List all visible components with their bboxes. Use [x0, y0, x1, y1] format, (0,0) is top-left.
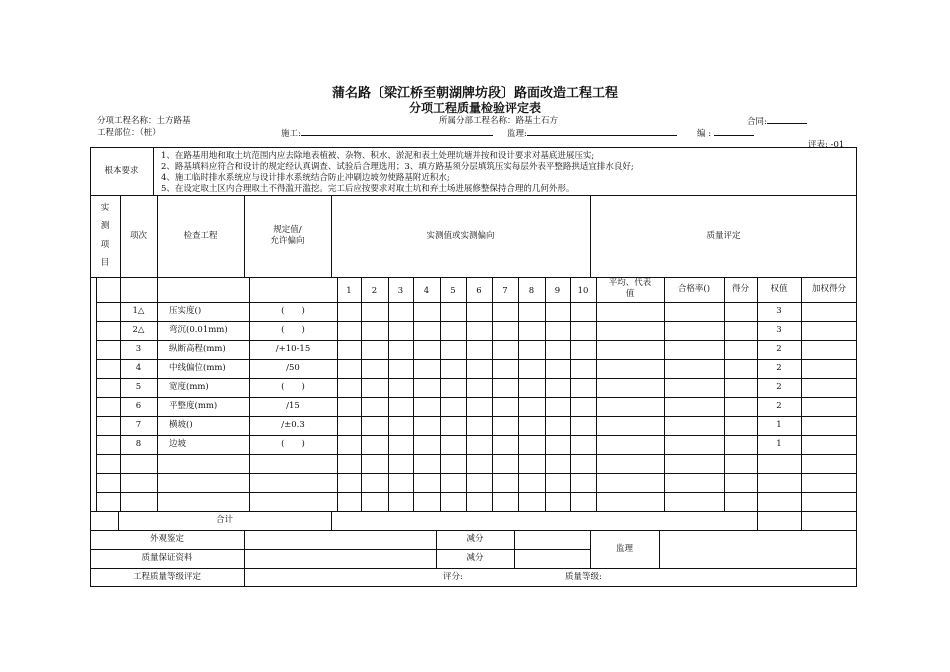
grade-field-label: 质量等级: [565, 572, 602, 582]
total-label: 合计 [215, 515, 233, 525]
supervision-cell-label: 监理 [615, 543, 633, 554]
spec-value: /±0.3 [281, 420, 305, 430]
measured-col-8: 8 [528, 286, 535, 296]
score-header: 得分 [731, 284, 749, 294]
title-line-1: 蒲名路〔梁江桥至朝湖牌坊段〕路面改造工程工程 [331, 86, 618, 101]
spec-value: ( ) [281, 306, 305, 316]
table-rule [96, 454, 857, 455]
left-inner-rule [96, 277, 97, 511]
contract-label: 合同: [747, 117, 767, 127]
measured-col-4: 4 [423, 286, 430, 296]
row-number: 7 [135, 420, 142, 430]
table-rule [466, 277, 467, 511]
row-number: 5 [135, 382, 142, 392]
measured-col-3: 3 [397, 286, 404, 296]
measured-item-char: 目 [100, 258, 110, 269]
form-number: 评表: -01 [808, 140, 845, 150]
table-rule [331, 511, 332, 530]
requirement-line: 2、路基填料应符合和设计的规定经认真调查、试验后合理选用；3、填方路基须分层填筑压实每层外表平整路拱适宜排水良好; [161, 162, 634, 172]
check-item-name: 弯沉(0.01mm) [169, 325, 228, 335]
spec-value: /+10-15 [275, 344, 311, 354]
table-rule [96, 492, 857, 493]
measured-col-6: 6 [476, 286, 482, 296]
measured-col-2: 2 [371, 286, 378, 296]
table-rule [757, 511, 758, 530]
sub-item-name: 分项工程名称：土方路基 [97, 116, 191, 126]
spec-value: /50 [286, 363, 300, 373]
item-no-header: 项次 [129, 230, 147, 241]
pass-rate-header: 合格率() [677, 284, 711, 294]
table-rule [492, 277, 493, 511]
quality-docs-deduct-label: 减分 [466, 553, 484, 563]
table-rule [801, 277, 802, 511]
table-rule [153, 147, 154, 195]
table-rule [664, 277, 665, 511]
table-rule [440, 277, 441, 511]
measured-col-9: 9 [554, 286, 561, 296]
measured-col-7: 7 [502, 286, 508, 296]
measured-values-header: 实测值或实测偏向 [426, 230, 495, 241]
measured-item-char: 测 [100, 221, 110, 232]
weight-value: 2 [776, 401, 782, 411]
table-rule [413, 277, 414, 511]
table-rule [518, 277, 519, 511]
measured-item-char: 实 [100, 202, 110, 213]
row-number: 4 [135, 363, 142, 373]
quality-eval-header: 质量评定 [706, 230, 741, 241]
requirement-line: 5、在设定取土区内合理取土不得滥开滥挖。完工后应按要求对取土坑和弃土场进展修整保持合理的几何外形。 [161, 184, 575, 194]
contract-field [747, 114, 807, 127]
measured-col-10: 10 [577, 286, 589, 296]
measured-item-char: 项 [100, 239, 110, 250]
check-item-name: 纵断高程(mm) [169, 344, 226, 354]
spec-value-header: 规定值/ 允许偏向 [270, 225, 305, 246]
spec-value: /15 [286, 401, 300, 411]
check-item-name: 宽度(mm) [169, 382, 209, 392]
spec-value: ( ) [281, 439, 305, 449]
supervision-label: 监理: [507, 129, 527, 139]
weight-value: 1 [776, 420, 782, 430]
weight-value: 2 [776, 382, 782, 392]
table-rule [659, 530, 660, 568]
weighted-score-header: 加权得分 [811, 284, 846, 294]
check-item-name: 横坡() [169, 420, 193, 430]
project-part: 工程部位：（桩） [97, 128, 161, 138]
table-rule [801, 511, 802, 530]
check-item-name: 边坡 [169, 439, 187, 449]
weight-value: 2 [776, 344, 782, 354]
avg-value-header: 平均、代表 值 [608, 278, 652, 299]
weight-value: 3 [776, 325, 782, 335]
appearance-label: 外观鉴定 [149, 534, 184, 544]
check-item-name: 中线偏位(mm) [169, 363, 226, 373]
table-rule [96, 473, 857, 474]
row-number: 1△ [132, 306, 145, 316]
construction-label: 施工: [281, 129, 301, 139]
table-rule [724, 277, 725, 511]
check-item-name: 平整度(mm) [169, 401, 218, 411]
grade-eval-label: 工程质量等级评定 [132, 572, 201, 582]
supervision-field [507, 126, 677, 139]
spec-value: ( ) [281, 325, 305, 335]
title-line-2: 分项工程质量检验评定表 [408, 101, 541, 115]
weight-value: 2 [776, 363, 782, 373]
score-field-label: 评分: [443, 572, 463, 582]
belong-part-name: 所属分部工程名称：路基土石方 [439, 116, 559, 126]
row-number: 2△ [132, 325, 145, 335]
row-number: 6 [135, 401, 142, 411]
measured-item-label [90, 195, 120, 277]
construction-field [281, 126, 493, 139]
table-rule [570, 277, 571, 511]
requirement-line: 4、施工临时排水系统应与设计排水系统结合防止冲刷边坡勿使路基附近积水; [161, 173, 450, 183]
table-rule [545, 277, 546, 511]
weight-header: 权值 [770, 284, 788, 294]
table-rule [244, 568, 245, 587]
row-number: 3 [135, 344, 142, 354]
number-label: 编 : [697, 129, 712, 139]
check-item-header: 检查工程 [183, 230, 218, 241]
check-item-name: 压实度() [169, 306, 202, 316]
appearance-deduct-label: 减分 [466, 534, 484, 544]
number-field [697, 126, 754, 139]
table-rule [361, 277, 362, 511]
spec-value: ( ) [281, 382, 305, 392]
row-number: 8 [135, 439, 142, 449]
measured-col-1: 1 [346, 286, 352, 296]
weight-value: 1 [776, 439, 782, 449]
measured-col-5: 5 [450, 286, 456, 296]
weight-value: 3 [776, 306, 782, 316]
table-rule [388, 277, 389, 511]
table-rule [596, 277, 597, 511]
quality-docs-label: 质量保证资料 [141, 553, 193, 563]
basic-requirements-label: 根本要求 [104, 165, 139, 176]
requirement-line: 1、在路基用地和取土坑范围内应去除地表植被、杂物、积水、淤泥和表土处理坑塘并按和设计要求对基底进展压实; [161, 151, 595, 161]
table-rule [337, 277, 338, 511]
